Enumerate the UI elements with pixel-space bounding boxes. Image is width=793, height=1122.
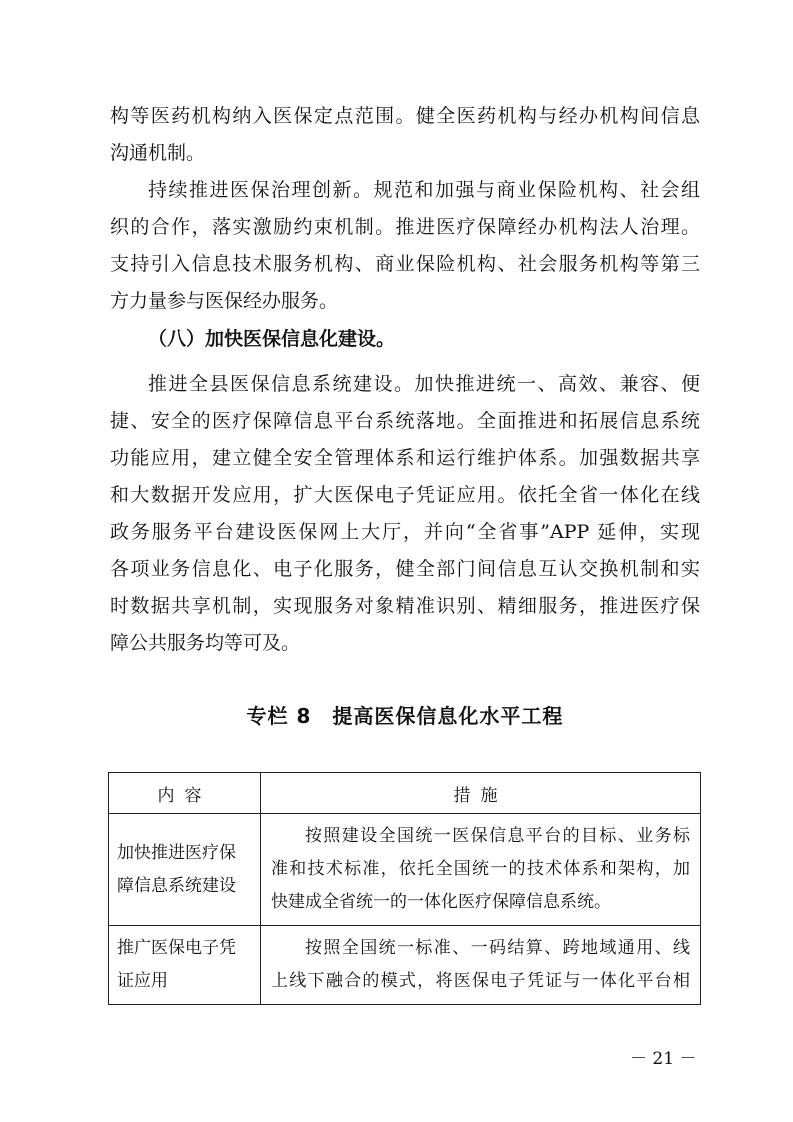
measures-table: [108, 772, 701, 1005]
item-cell: [109, 926, 261, 1005]
item-cell: [109, 814, 261, 926]
text-line: 功能应用，建立健全安全管理体系和运行维护体系。加强数据共享: [110, 447, 700, 469]
item-line: 加快推进医疗保: [117, 842, 236, 863]
text-line: 推进全县医保信息系统建设。加快推进统一、高效、兼容、便: [148, 373, 700, 395]
text-line: 方力量参与医保经办服务。: [110, 290, 339, 312]
table-header-row: [109, 773, 701, 814]
header-content: 内容: [109, 773, 261, 814]
page-number: － 21 －: [630, 1049, 697, 1069]
column-title: 专栏 8 提高医保信息化水平工程: [246, 704, 564, 728]
measure-cell: [261, 926, 701, 1005]
text-line: 障公共服务均等可及。: [110, 632, 301, 654]
section-heading-text: （八）加快医保信息化建设。: [148, 328, 396, 350]
measure-cell: [261, 814, 701, 926]
measure-line: 按照全国统一标准、一码结算、跨地域通用、线: [305, 938, 690, 958]
measure-line: 上线下融合的模式，将医保电子凭证与一体化平台相: [271, 971, 690, 991]
table-row: [109, 926, 701, 1005]
text-line: 时数据共享机制，实现服务对象精准识别、精细服务，推进医疗保: [110, 595, 700, 617]
text-line: 支持引入信息技术服务机构、商业保险机构、社会服务机构等第三: [110, 253, 700, 275]
paragraph-1: [110, 98, 700, 172]
item-line: 证应用: [117, 971, 168, 991]
text-line: 沟通机制。: [110, 142, 206, 164]
section-heading-8: [110, 321, 700, 358]
text-line: 织的合作，落实激励约束机制。推进医疗保障经办机构法人治理。: [110, 216, 700, 238]
text-line: 和大数据开发应用，扩大医保电子凭证应用。依托全省一体化在线: [110, 484, 700, 506]
text-line: 持续推进医保治理创新。规范和加强与商业保险机构、社会组: [148, 179, 700, 201]
measure-line: 快建成全省统一的一体化医疗保障信息系统。: [271, 892, 611, 912]
paragraph-3: [110, 366, 700, 662]
measure-line: 按照建设全国统一医保信息平台的目标、业务标: [305, 826, 690, 846]
item-line: 障信息系统建设: [117, 875, 236, 896]
table-row: [109, 814, 701, 926]
text-line: 各项业务信息化、电子化服务，健全部门间信息互认交换机制和实: [110, 558, 700, 580]
header-measures: 措施: [261, 773, 701, 814]
text-line: 政务服务平台建设医保网上大厅，并向“全省事”APP 延伸，实现: [110, 521, 700, 543]
measure-line: 准和技术标准，依托全国统一的技术体系和架构，加: [271, 859, 690, 879]
text-line: 捷、安全的医疗保障信息平台系统落地。全面推进和拓展信息系统: [110, 410, 700, 432]
text-line: 构等医药机构纳入医保定点范围。健全医药机构与经办机构间信息: [110, 105, 700, 127]
item-line: 推广医保电子凭: [117, 938, 236, 958]
paragraph-2: [110, 172, 700, 320]
